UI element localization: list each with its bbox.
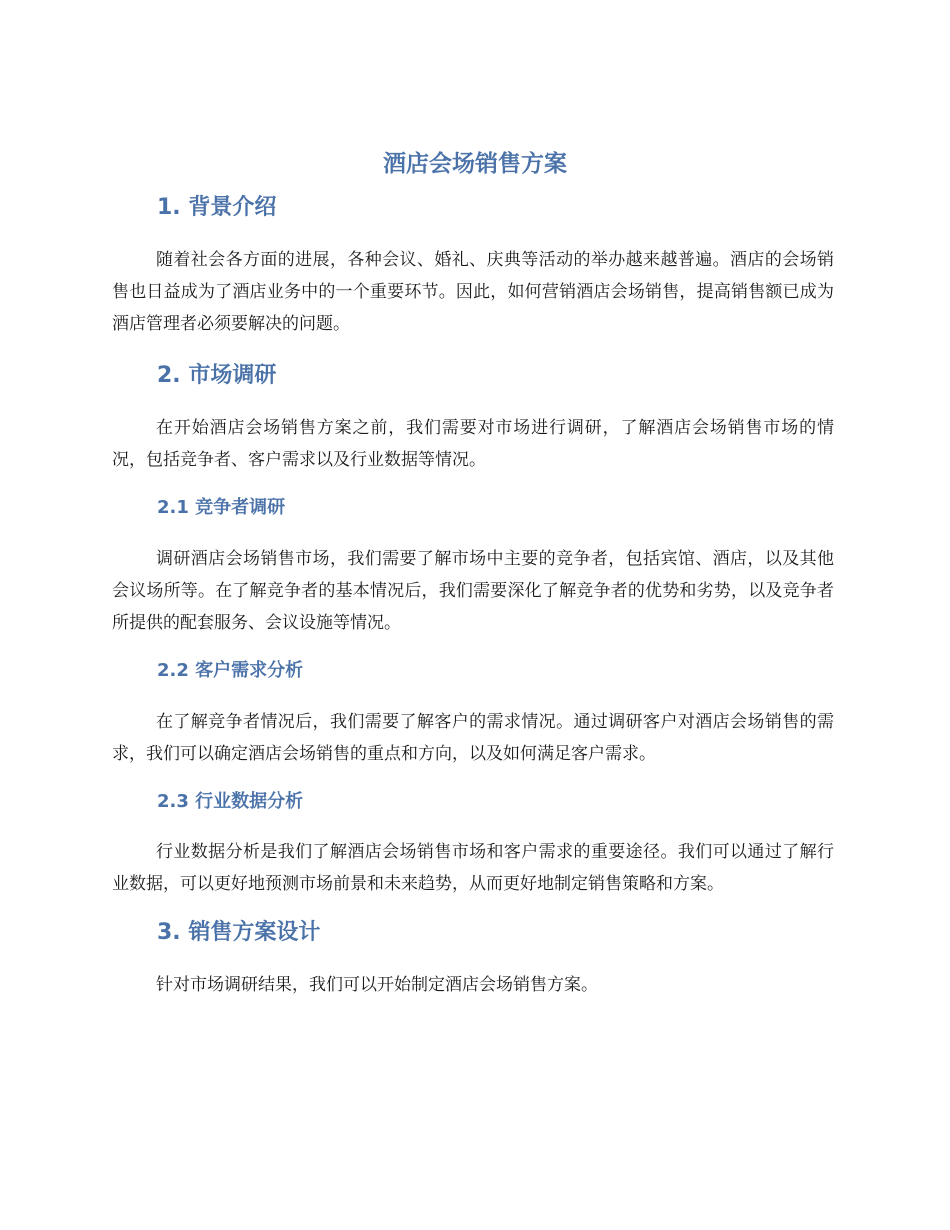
section-heading-market-research: 2. 市场调研 — [157, 363, 277, 388]
section-paragraph-market-research: 在开始酒店会场销售方案之前，我们需要对市场进行调研，了解酒店会场销售市场的情况，包括竞争者、客户需求以及行业数据等情况。 — [112, 418, 834, 470]
section-heading-sales-plan: 3. 销售方案设计 — [157, 920, 321, 945]
subsection-heading-industry-data: 2.3 行业数据分析 — [157, 791, 304, 812]
section-paragraph-background: 随着社会各方面的进展，各种会议、婚礼、庆典等活动的举办越来越普遍。酒店的会场销售也日益成为了酒店业务中的一个重要环节。因此，如何营销酒店会场销售，提高销售额已成为酒店管理者必须要解决的问题。 — [112, 250, 834, 334]
subsection-paragraph-industry-data: 行业数据分析是我们了解酒店会场销售市场和客户需求的重要途径。我们可以通过了解行业数据，可以更好地预测市场前景和未来趋势，从而更好地制定销售策略和方案。 — [112, 842, 834, 894]
subsection-paragraph-customer-needs: 在了解竞争者情况后，我们需要了解客户的需求情况。通过调研客户对酒店会场销售的需求，我们可以确定酒店会场销售的重点和方向，以及如何满足客户需求。 — [112, 712, 834, 764]
subsection-heading-competitors: 2.1 竞争者调研 — [157, 497, 286, 518]
document-title: 酒店会场销售方案 — [383, 151, 567, 177]
section-heading-background: 1. 背景介绍 — [157, 195, 277, 220]
subsection-heading-customer-needs: 2.2 客户需求分析 — [157, 660, 304, 681]
section-paragraph-sales-plan: 针对市场调研结果，我们可以开始制定酒店会场销售方案。 — [156, 975, 598, 995]
subsection-paragraph-competitors: 调研酒店会场销售市场，我们需要了解市场中主要的竞争者，包括宾馆、酒店，以及其他会议场所等。在了解竞争者的基本情况后，我们需要深化了解竞争者的优势和劣势，以及竞争者所提供的配套服务、会议设施等情况。 — [112, 549, 834, 633]
